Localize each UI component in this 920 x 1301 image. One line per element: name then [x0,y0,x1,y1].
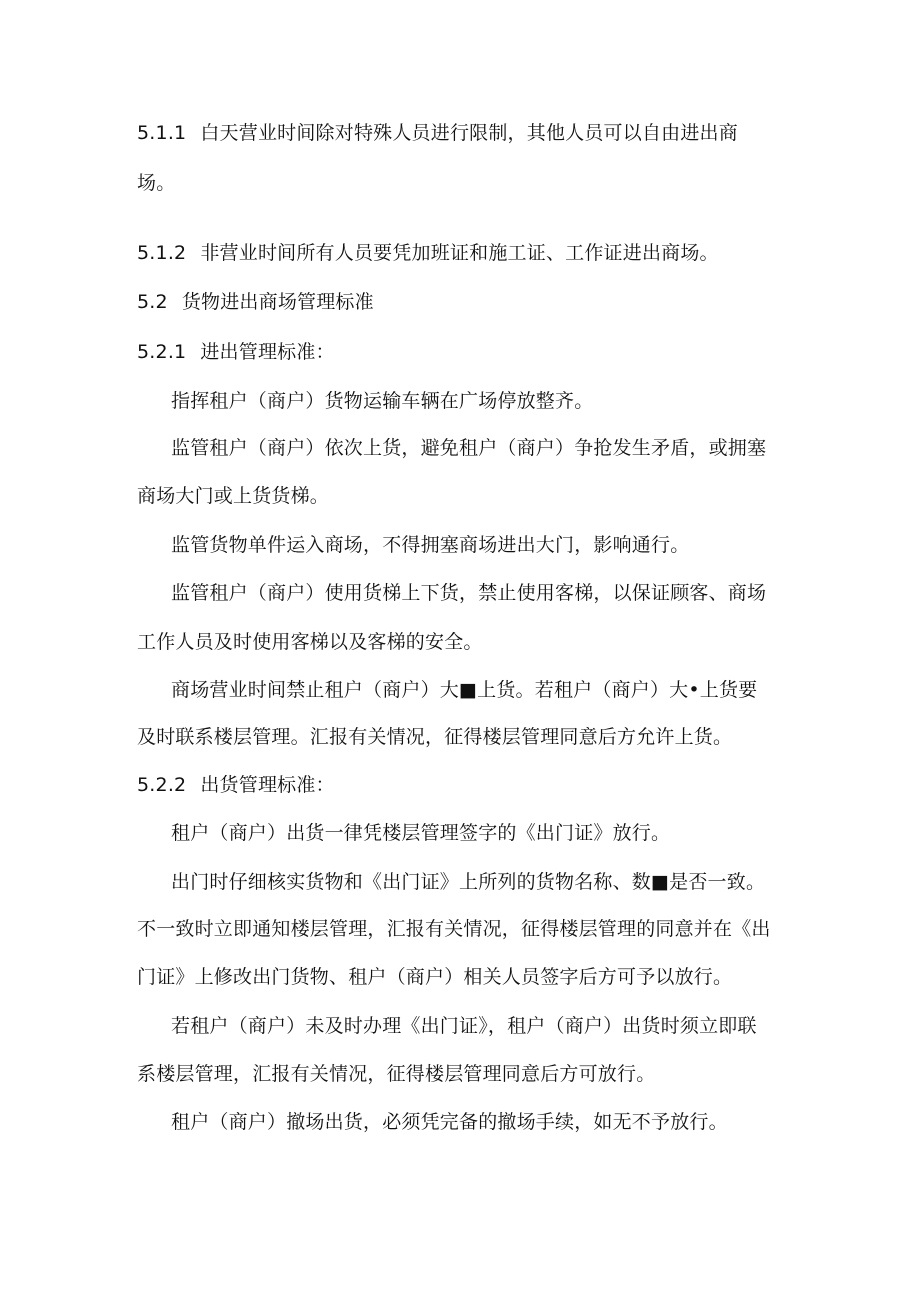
paragraph-line: 出门时仔细核实货物和《出门证》上所列的货物名称、数■是否一致。 [171,871,766,893]
paragraph-line: 工作人员及时使用客梯以及客梯的安全。 [137,631,483,653]
section-5-2-2-heading [137,773,335,797]
paragraph-line: 监管租户（商户）依次上货，避免租户（商户）争抢发生矛盾，或拥塞 [171,437,767,459]
section-number: 5.2.1 [137,341,187,363]
section-number: 5.1.1 [137,122,187,144]
section-5-1-1-line-2: 场。 [137,172,176,194]
section-5-1-1-line-1 [137,121,738,145]
paragraph-line: 若租户（商户）未及时办理《出门证》，租户（商户）出货时须立即联 [171,1015,757,1037]
paragraph-line: 监管租户（商户）使用货梯上下货，禁止使用客梯，以保证顾客、商场 [171,582,767,604]
section-title: 货物进出商场管理标准 [181,291,374,313]
section-5-2-heading [137,290,374,314]
section-5-2-1-heading [137,340,335,364]
paragraph: 指挥租户（商户）货物运输车辆在广场停放整齐。 [171,390,594,412]
section-text: 白天营业时间除对特殊人员进行限制，其他人员可以自由进出商 [200,122,738,144]
section-number: 5.1.2 [137,242,187,264]
section-title: 出货管理标准： [200,774,335,796]
paragraph-line: 不一致时立即通知楼层管理，汇报有关情况，征得楼层管理的同意并在《出 [137,918,771,940]
paragraph-line: 系楼层管理，汇报有关情况，征得楼层管理同意后方可放行。 [137,1063,656,1085]
section-text: 非营业时间所有人员要凭加班证和施工证、工作证进出商场。 [200,242,719,264]
paragraph-line: 商场营业时间禁止租户（商户）大■上货。若租户（商户）大•上货要 [171,679,758,701]
paragraph-line: 及时联系楼层管理。汇报有关情况，征得楼层管理同意后方允许上货。 [137,726,733,748]
section-title: 进出管理标准： [200,341,335,363]
paragraph: 监管货物单件运入商场，不得拥塞商场进出大门，影响通行。 [171,534,690,556]
section-5-1-2 [137,241,719,265]
paragraph: 租户（商户）出货一律凭楼层管理签字的《出门证》放行。 [171,822,671,844]
paragraph-line: 门证》上修改出门货物、租户（商户）相关人员签字后方可予以放行。 [137,966,733,988]
section-number: 5.2 [137,291,168,313]
section-number: 5.2.2 [137,774,187,796]
paragraph: 租户（商户）撤场出货，必须凭完备的撤场手续，如无不予放行。 [171,1111,728,1133]
paragraph-line: 商场大门或上货货梯。 [137,485,330,507]
